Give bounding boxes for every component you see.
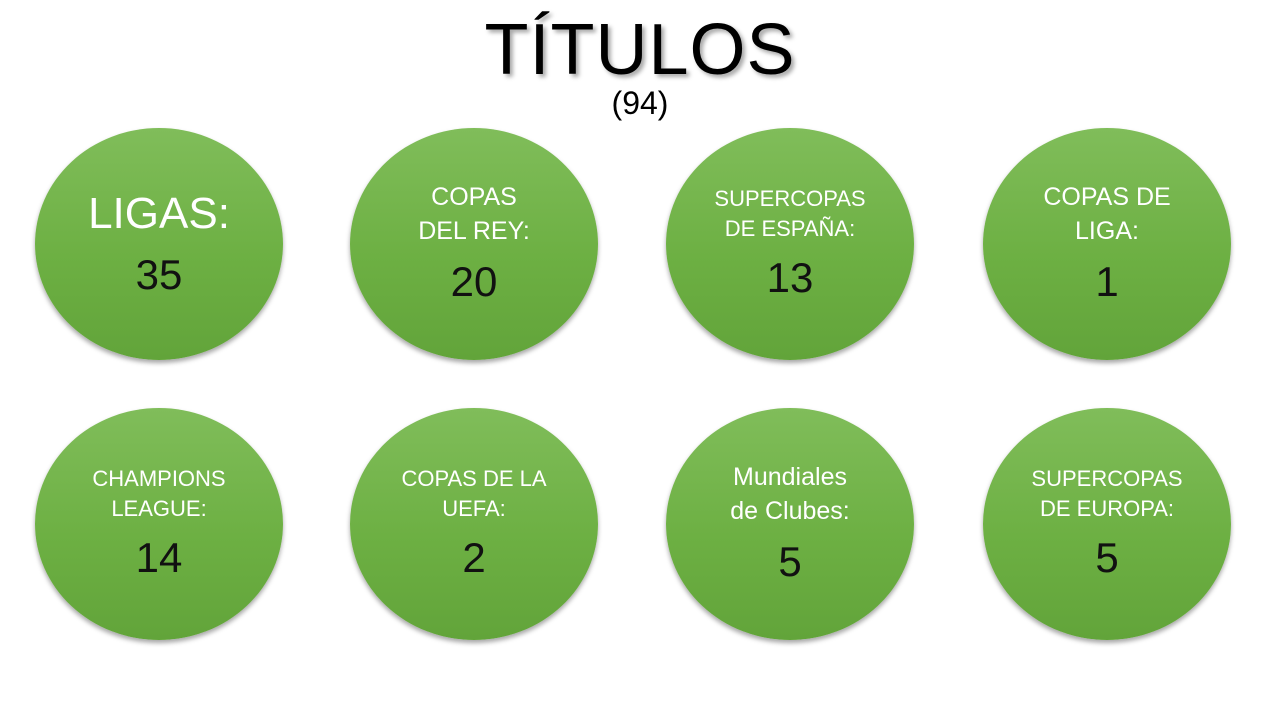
trophy-count: 13	[766, 254, 814, 301]
trophy-label: SUPERCOPAS DE ESPAÑA:	[714, 186, 866, 241]
trophy-label: LIGAS:	[88, 189, 230, 238]
total-titles-count: (94)	[611, 85, 669, 121]
trophy-count: 14	[135, 534, 183, 581]
trophy-circle-champions-league	[35, 408, 283, 640]
trophy-circle-mundiales-clubes	[666, 408, 914, 640]
trophy-count: 20	[450, 258, 498, 305]
trophy-circle-copas-uefa	[350, 408, 598, 640]
trophy-count: 5	[1095, 534, 1119, 581]
trophy-count: 5	[778, 538, 802, 585]
trophy-count: 2	[462, 534, 486, 581]
trophy-circle-copas-del-rey	[350, 128, 598, 360]
trophy-count: 35	[135, 251, 183, 298]
trophy-label: SUPERCOPAS DE EUROPA:	[1031, 466, 1183, 521]
trophy-circle-supercopas-espana	[666, 128, 914, 360]
trophy-label: CHAMPIONS LEAGUE:	[92, 466, 226, 521]
trophy-label: COPAS DE LIGA:	[1043, 183, 1171, 245]
page-title: TÍTULOS	[484, 10, 796, 90]
trophy-count: 1	[1095, 258, 1119, 305]
trophy-label: COPAS DE LA UEFA:	[401, 466, 547, 521]
trophy-circle-supercopas-europa	[983, 408, 1231, 640]
trophy-label: Mundiales de Clubes:	[730, 463, 850, 525]
trophy-circle-ligas	[35, 128, 283, 360]
trophy-label: COPAS DEL REY:	[418, 183, 530, 245]
trophy-circle-copas-de-liga	[983, 128, 1231, 360]
